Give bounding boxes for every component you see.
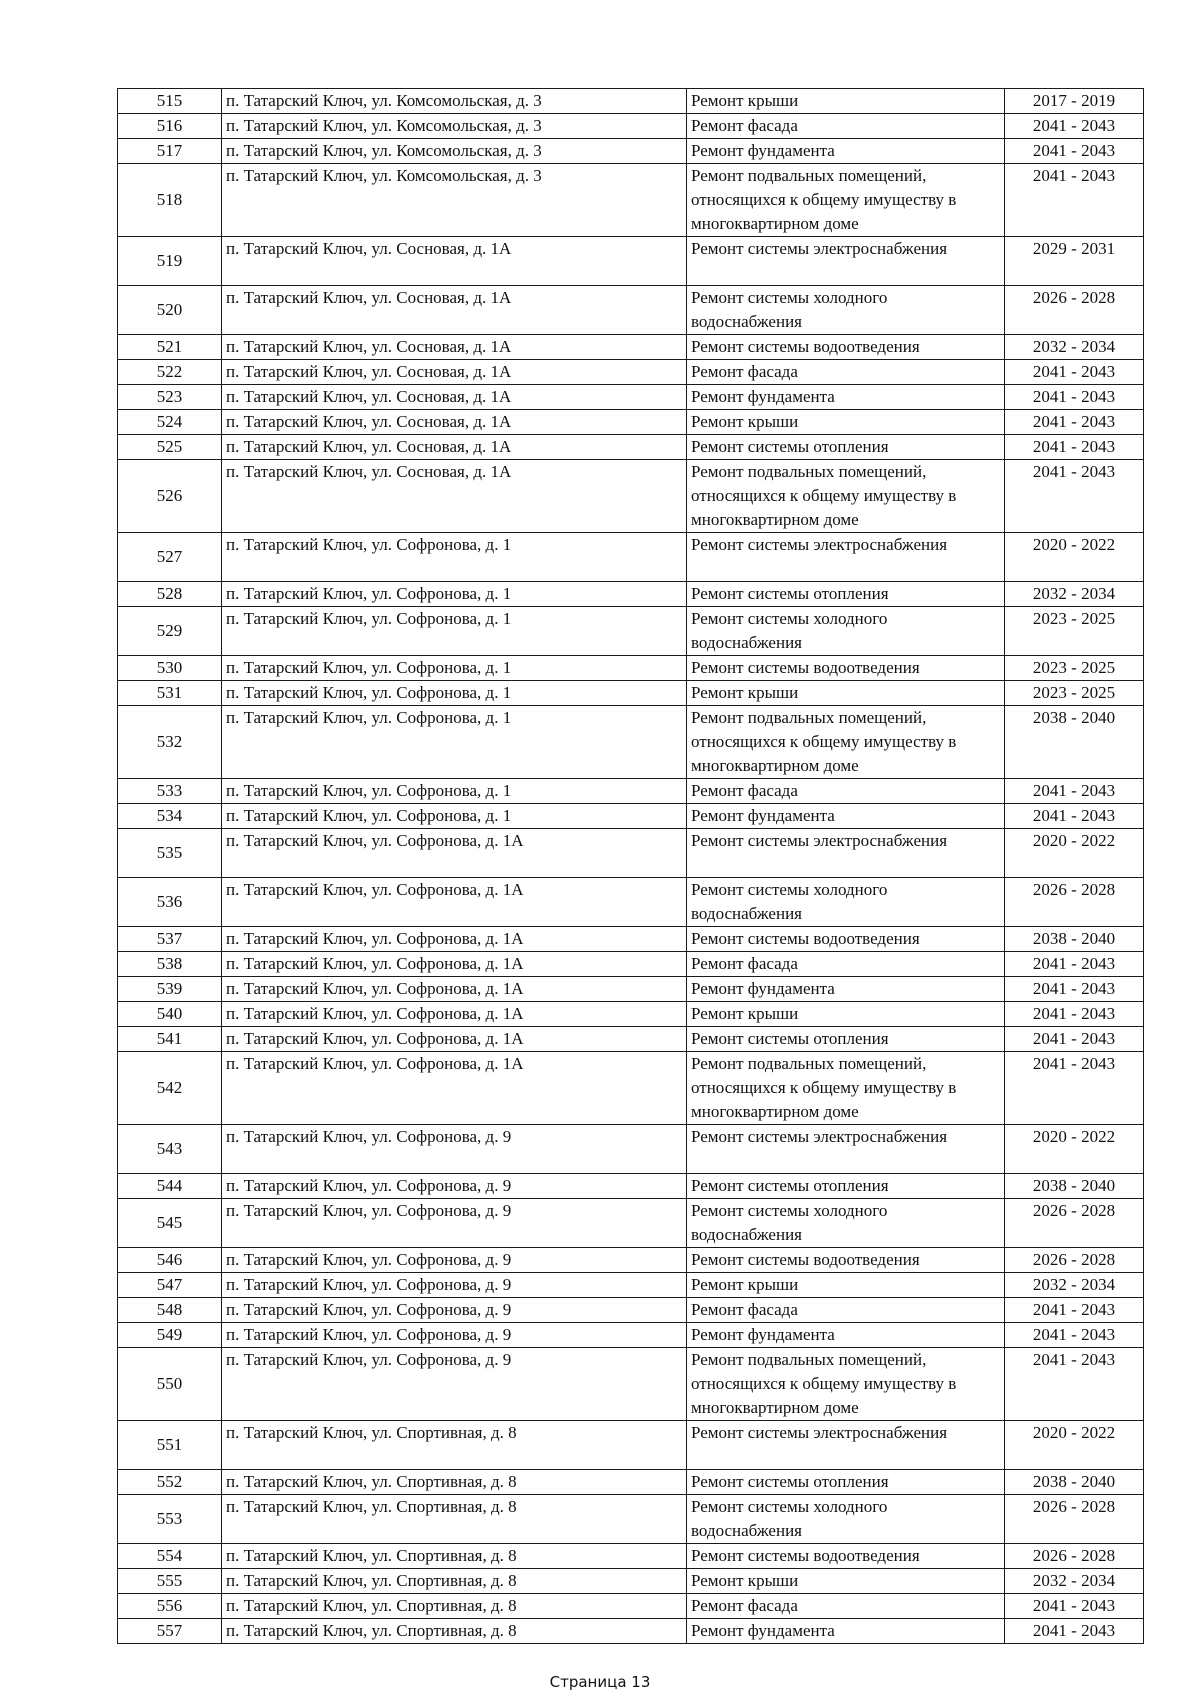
row-number: 532 xyxy=(118,706,222,779)
table-row xyxy=(118,1619,1144,1644)
row-period: 2041 - 2043 xyxy=(1005,1298,1144,1323)
row-period: 2038 - 2040 xyxy=(1005,927,1144,952)
row-period: 2026 - 2028 xyxy=(1005,1248,1144,1273)
row-work-type: Ремонт системы холодного водоснабжения xyxy=(687,878,1005,927)
row-period: 2026 - 2028 xyxy=(1005,878,1144,927)
table-row xyxy=(118,237,1144,286)
row-period: 2038 - 2040 xyxy=(1005,706,1144,779)
row-period: 2041 - 2043 xyxy=(1005,460,1144,533)
row-number: 551 xyxy=(118,1421,222,1470)
table-row xyxy=(118,804,1144,829)
row-number: 523 xyxy=(118,385,222,410)
row-number: 548 xyxy=(118,1298,222,1323)
row-number: 543 xyxy=(118,1125,222,1174)
row-period: 2032 - 2034 xyxy=(1005,1273,1144,1298)
row-number: 522 xyxy=(118,360,222,385)
row-period: 2020 - 2022 xyxy=(1005,1421,1144,1470)
row-period: 2041 - 2043 xyxy=(1005,139,1144,164)
row-work-type: Ремонт системы отопления xyxy=(687,582,1005,607)
row-number: 536 xyxy=(118,878,222,927)
row-address: п. Татарский Ключ, ул. Софронова, д. 1А xyxy=(222,952,687,977)
row-period: 2029 - 2031 xyxy=(1005,237,1144,286)
row-address: п. Татарский Ключ, ул. Софронова, д. 1 xyxy=(222,681,687,706)
row-period: 2041 - 2043 xyxy=(1005,779,1144,804)
row-address: п. Татарский Ключ, ул. Комсомольская, д. 3 xyxy=(222,89,687,114)
row-address: п. Татарский Ключ, ул. Спортивная, д. 8 xyxy=(222,1544,687,1569)
row-period: 2041 - 2043 xyxy=(1005,1323,1144,1348)
row-address: п. Татарский Ключ, ул. Сосновая, д. 1А xyxy=(222,435,687,460)
row-number: 524 xyxy=(118,410,222,435)
table-row xyxy=(118,1002,1144,1027)
row-work-type: Ремонт фасада xyxy=(687,114,1005,139)
table-row xyxy=(118,1421,1144,1470)
row-period: 2023 - 2025 xyxy=(1005,656,1144,681)
row-period: 2041 - 2043 xyxy=(1005,1002,1144,1027)
table-row xyxy=(118,927,1144,952)
table-row xyxy=(118,385,1144,410)
row-period: 2041 - 2043 xyxy=(1005,804,1144,829)
row-period: 2041 - 2043 xyxy=(1005,977,1144,1002)
row-address: п. Татарский Ключ, ул. Софронова, д. 9 xyxy=(222,1273,687,1298)
table-row xyxy=(118,335,1144,360)
row-number: 519 xyxy=(118,237,222,286)
row-number: 549 xyxy=(118,1323,222,1348)
table-row xyxy=(118,1594,1144,1619)
row-work-type: Ремонт системы водоотведения xyxy=(687,927,1005,952)
row-period: 2017 - 2019 xyxy=(1005,89,1144,114)
row-work-type: Ремонт фундамента xyxy=(687,385,1005,410)
row-period: 2026 - 2028 xyxy=(1005,1495,1144,1544)
row-work-type: Ремонт фасада xyxy=(687,952,1005,977)
row-number: 528 xyxy=(118,582,222,607)
row-number: 554 xyxy=(118,1544,222,1569)
row-period: 2020 - 2022 xyxy=(1005,1125,1144,1174)
row-work-type: Ремонт системы электроснабжения xyxy=(687,829,1005,878)
row-work-type: Ремонт системы электроснабжения xyxy=(687,533,1005,582)
row-work-type: Ремонт системы отопления xyxy=(687,1470,1005,1495)
row-work-type: Ремонт фасада xyxy=(687,1594,1005,1619)
row-address: п. Татарский Ключ, ул. Софронова, д. 1А xyxy=(222,977,687,1002)
row-number: 539 xyxy=(118,977,222,1002)
row-address: п. Татарский Ключ, ул. Сосновая, д. 1А xyxy=(222,460,687,533)
row-number: 556 xyxy=(118,1594,222,1619)
row-work-type: Ремонт подвальных помещений, относящихся к общему имуществу в многоквартирном доме xyxy=(687,460,1005,533)
row-work-type: Ремонт фундамента xyxy=(687,1619,1005,1644)
table-row xyxy=(118,1323,1144,1348)
row-period: 2032 - 2034 xyxy=(1005,335,1144,360)
row-address: п. Татарский Ключ, ул. Софронова, д. 9 xyxy=(222,1248,687,1273)
row-period: 2041 - 2043 xyxy=(1005,410,1144,435)
table-row xyxy=(118,460,1144,533)
row-number: 533 xyxy=(118,779,222,804)
row-work-type: Ремонт системы водоотведения xyxy=(687,656,1005,681)
row-period: 2041 - 2043 xyxy=(1005,164,1144,237)
repair-schedule-table xyxy=(117,88,1144,1644)
row-number: 544 xyxy=(118,1174,222,1199)
row-address: п. Татарский Ключ, ул. Сосновая, д. 1А xyxy=(222,237,687,286)
row-work-type: Ремонт крыши xyxy=(687,1002,1005,1027)
row-number: 553 xyxy=(118,1495,222,1544)
row-period: 2020 - 2022 xyxy=(1005,829,1144,878)
row-period: 2026 - 2028 xyxy=(1005,1544,1144,1569)
row-address: п. Татарский Ключ, ул. Софронова, д. 1 xyxy=(222,582,687,607)
row-address: п. Татарский Ключ, ул. Софронова, д. 1 xyxy=(222,533,687,582)
row-period: 2041 - 2043 xyxy=(1005,1594,1144,1619)
table-row xyxy=(118,1174,1144,1199)
row-work-type: Ремонт системы водоотведения xyxy=(687,1544,1005,1569)
row-work-type: Ремонт крыши xyxy=(687,410,1005,435)
row-number: 555 xyxy=(118,1569,222,1594)
row-address: п. Татарский Ключ, ул. Спортивная, д. 8 xyxy=(222,1470,687,1495)
row-address: п. Татарский Ключ, ул. Спортивная, д. 8 xyxy=(222,1495,687,1544)
row-address: п. Татарский Ключ, ул. Комсомольская, д. 3 xyxy=(222,139,687,164)
row-number: 530 xyxy=(118,656,222,681)
row-work-type: Ремонт системы электроснабжения xyxy=(687,237,1005,286)
row-number: 517 xyxy=(118,139,222,164)
row-work-type: Ремонт системы электроснабжения xyxy=(687,1125,1005,1174)
table-row xyxy=(118,706,1144,779)
row-address: п. Татарский Ключ, ул. Спортивная, д. 8 xyxy=(222,1569,687,1594)
row-number: 557 xyxy=(118,1619,222,1644)
table-row xyxy=(118,1470,1144,1495)
row-address: п. Татарский Ключ, ул. Софронова, д. 1А xyxy=(222,878,687,927)
table-row xyxy=(118,1495,1144,1544)
row-period: 2020 - 2022 xyxy=(1005,533,1144,582)
row-work-type: Ремонт крыши xyxy=(687,681,1005,706)
row-period: 2026 - 2028 xyxy=(1005,1199,1144,1248)
table-row xyxy=(118,286,1144,335)
row-work-type: Ремонт крыши xyxy=(687,89,1005,114)
row-address: п. Татарский Ключ, ул. Сосновая, д. 1А xyxy=(222,286,687,335)
row-address: п. Татарский Ключ, ул. Софронова, д. 1 xyxy=(222,779,687,804)
table-row xyxy=(118,878,1144,927)
row-address: п. Татарский Ключ, ул. Комсомольская, д. 3 xyxy=(222,114,687,139)
row-address: п. Татарский Ключ, ул. Софронова, д. 9 xyxy=(222,1348,687,1421)
row-number: 545 xyxy=(118,1199,222,1248)
row-work-type: Ремонт подвальных помещений, относящихся к общему имуществу в многоквартирном доме xyxy=(687,1052,1005,1125)
table-row xyxy=(118,1027,1144,1052)
row-number: 542 xyxy=(118,1052,222,1125)
row-address: п. Татарский Ключ, ул. Софронова, д. 9 xyxy=(222,1199,687,1248)
row-number: 520 xyxy=(118,286,222,335)
row-period: 2041 - 2043 xyxy=(1005,114,1144,139)
page-number: Страница 13 xyxy=(549,1673,651,1691)
row-number: 534 xyxy=(118,804,222,829)
row-address: п. Татарский Ключ, ул. Спортивная, д. 8 xyxy=(222,1619,687,1644)
row-work-type: Ремонт фундамента xyxy=(687,1323,1005,1348)
row-number: 526 xyxy=(118,460,222,533)
row-number: 516 xyxy=(118,114,222,139)
page-footer xyxy=(0,1673,1200,1691)
row-work-type: Ремонт системы холодного водоснабжения xyxy=(687,1495,1005,1544)
row-period: 2041 - 2043 xyxy=(1005,1348,1144,1421)
row-address: п. Татарский Ключ, ул. Спортивная, д. 8 xyxy=(222,1594,687,1619)
row-number: 525 xyxy=(118,435,222,460)
row-number: 540 xyxy=(118,1002,222,1027)
table-row xyxy=(118,533,1144,582)
row-address: п. Татарский Ключ, ул. Софронова, д. 1А xyxy=(222,1027,687,1052)
row-work-type: Ремонт системы отопления xyxy=(687,1174,1005,1199)
row-period: 2023 - 2025 xyxy=(1005,681,1144,706)
row-work-type: Ремонт фасада xyxy=(687,360,1005,385)
row-address: п. Татарский Ключ, ул. Софронова, д. 9 xyxy=(222,1323,687,1348)
row-work-type: Ремонт системы водоотведения xyxy=(687,335,1005,360)
row-address: п. Татарский Ключ, ул. Сосновая, д. 1А xyxy=(222,385,687,410)
row-number: 527 xyxy=(118,533,222,582)
row-work-type: Ремонт фундамента xyxy=(687,139,1005,164)
table-row xyxy=(118,360,1144,385)
table-row xyxy=(118,656,1144,681)
row-address: п. Татарский Ключ, ул. Софронова, д. 1А xyxy=(222,1002,687,1027)
table-row xyxy=(118,1544,1144,1569)
row-period: 2041 - 2043 xyxy=(1005,1052,1144,1125)
row-period: 2038 - 2040 xyxy=(1005,1470,1144,1495)
table-row xyxy=(118,89,1144,114)
row-period: 2038 - 2040 xyxy=(1005,1174,1144,1199)
row-work-type: Ремонт системы отопления xyxy=(687,1027,1005,1052)
row-work-type: Ремонт крыши xyxy=(687,1273,1005,1298)
row-period: 2041 - 2043 xyxy=(1005,952,1144,977)
row-period: 2032 - 2034 xyxy=(1005,1569,1144,1594)
table-row xyxy=(118,952,1144,977)
table-row xyxy=(118,1125,1144,1174)
row-period: 2041 - 2043 xyxy=(1005,360,1144,385)
row-number: 531 xyxy=(118,681,222,706)
table-row xyxy=(118,829,1144,878)
table-row xyxy=(118,681,1144,706)
row-address: п. Татарский Ключ, ул. Сосновая, д. 1А xyxy=(222,360,687,385)
row-work-type: Ремонт подвальных помещений, относящихся к общему имуществу в многоквартирном доме xyxy=(687,706,1005,779)
table-row xyxy=(118,779,1144,804)
row-number: 546 xyxy=(118,1248,222,1273)
row-work-type: Ремонт фасада xyxy=(687,1298,1005,1323)
row-address: п. Татарский Ключ, ул. Софронова, д. 1 xyxy=(222,804,687,829)
table-row xyxy=(118,164,1144,237)
row-address: п. Татарский Ключ, ул. Софронова, д. 1А xyxy=(222,927,687,952)
table-row xyxy=(118,1348,1144,1421)
table-row xyxy=(118,607,1144,656)
table-row xyxy=(118,435,1144,460)
row-address: п. Татарский Ключ, ул. Сосновая, д. 1А xyxy=(222,335,687,360)
row-work-type: Ремонт системы электроснабжения xyxy=(687,1421,1005,1470)
table-row xyxy=(118,1052,1144,1125)
table-row xyxy=(118,114,1144,139)
row-number: 529 xyxy=(118,607,222,656)
row-number: 535 xyxy=(118,829,222,878)
row-period: 2041 - 2043 xyxy=(1005,385,1144,410)
row-address: п. Татарский Ключ, ул. Софронова, д. 1 xyxy=(222,656,687,681)
row-address: п. Татарский Ключ, ул. Софронова, д. 1 xyxy=(222,706,687,779)
row-number: 552 xyxy=(118,1470,222,1495)
row-work-type: Ремонт фундамента xyxy=(687,804,1005,829)
row-work-type: Ремонт подвальных помещений, относящихся к общему имуществу в многоквартирном доме xyxy=(687,1348,1005,1421)
row-period: 2032 - 2034 xyxy=(1005,582,1144,607)
row-number: 547 xyxy=(118,1273,222,1298)
row-number: 538 xyxy=(118,952,222,977)
table-row xyxy=(118,1298,1144,1323)
row-work-type: Ремонт фундамента xyxy=(687,977,1005,1002)
row-work-type: Ремонт подвальных помещений, относящихся к общему имуществу в многоквартирном доме xyxy=(687,164,1005,237)
row-period: 2041 - 2043 xyxy=(1005,435,1144,460)
row-address: п. Татарский Ключ, ул. Софронова, д. 1А xyxy=(222,829,687,878)
row-work-type: Ремонт системы отопления xyxy=(687,435,1005,460)
row-address: п. Татарский Ключ, ул. Софронова, д. 1 xyxy=(222,607,687,656)
table-row xyxy=(118,139,1144,164)
row-address: п. Татарский Ключ, ул. Сосновая, д. 1А xyxy=(222,410,687,435)
row-number: 518 xyxy=(118,164,222,237)
row-address: п. Татарский Ключ, ул. Комсомольская, д. 3 xyxy=(222,164,687,237)
table-row xyxy=(118,977,1144,1002)
row-period: 2026 - 2028 xyxy=(1005,286,1144,335)
row-work-type: Ремонт крыши xyxy=(687,1569,1005,1594)
table-row xyxy=(118,1273,1144,1298)
row-number: 521 xyxy=(118,335,222,360)
row-address: п. Татарский Ключ, ул. Софронова, д. 9 xyxy=(222,1125,687,1174)
table-body xyxy=(118,89,1144,1644)
row-number: 537 xyxy=(118,927,222,952)
row-number: 541 xyxy=(118,1027,222,1052)
row-address: п. Татарский Ключ, ул. Софронова, д. 9 xyxy=(222,1174,687,1199)
row-work-type: Ремонт системы водоотведения xyxy=(687,1248,1005,1273)
table-row xyxy=(118,410,1144,435)
row-work-type: Ремонт системы холодного водоснабжения xyxy=(687,1199,1005,1248)
row-address: п. Татарский Ключ, ул. Спортивная, д. 8 xyxy=(222,1421,687,1470)
row-period: 2041 - 2043 xyxy=(1005,1027,1144,1052)
row-period: 2041 - 2043 xyxy=(1005,1619,1144,1644)
row-work-type: Ремонт системы холодного водоснабжения xyxy=(687,286,1005,335)
table-row xyxy=(118,582,1144,607)
row-address: п. Татарский Ключ, ул. Софронова, д. 1А xyxy=(222,1052,687,1125)
row-work-type: Ремонт фасада xyxy=(687,779,1005,804)
table-row xyxy=(118,1569,1144,1594)
row-number: 515 xyxy=(118,89,222,114)
row-number: 550 xyxy=(118,1348,222,1421)
table-row xyxy=(118,1199,1144,1248)
row-address: п. Татарский Ключ, ул. Софронова, д. 9 xyxy=(222,1298,687,1323)
table-row xyxy=(118,1248,1144,1273)
row-work-type: Ремонт системы холодного водоснабжения xyxy=(687,607,1005,656)
row-period: 2023 - 2025 xyxy=(1005,607,1144,656)
